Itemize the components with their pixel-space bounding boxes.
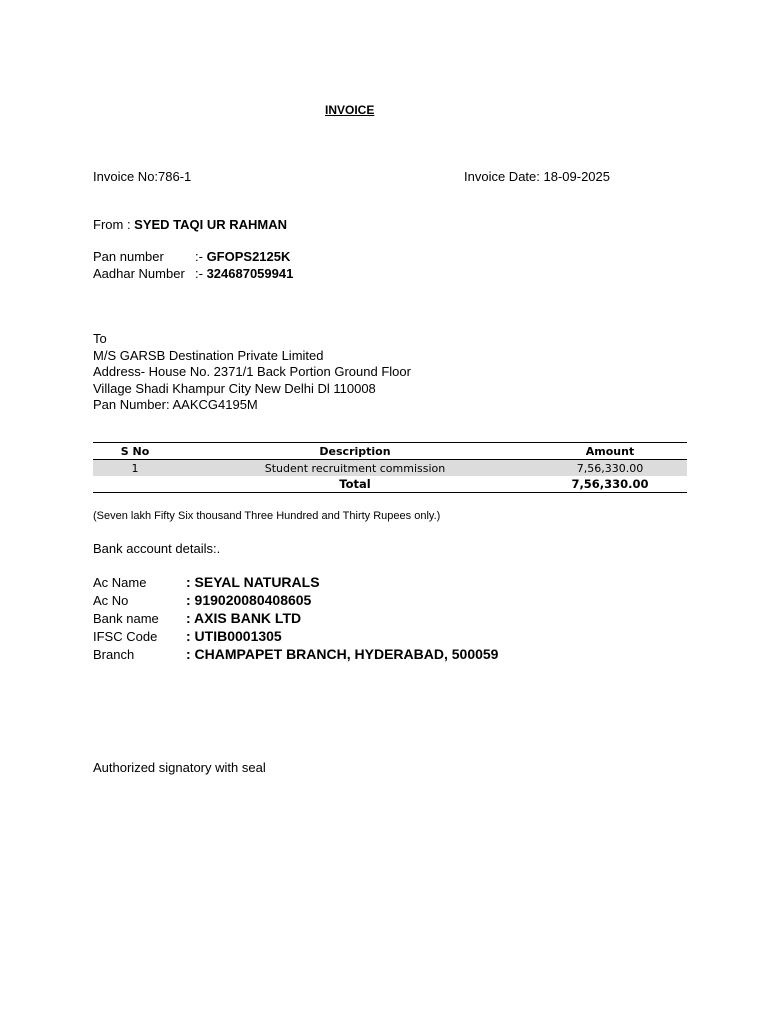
bank-value: : SEYAL NATURALS	[186, 574, 320, 590]
from-name: SYED TAQI UR RAHMAN	[134, 217, 288, 232]
row-amount: 7,56,330.00	[533, 460, 687, 477]
to-label: To	[93, 331, 107, 346]
to-address-line-2: Village Shadi Khampur City New Delhi Dl 110008	[93, 381, 376, 396]
pan-line	[93, 249, 290, 264]
bank-label: Ac No	[93, 593, 129, 608]
bank-label: Branch	[93, 647, 135, 662]
aadhar-value: 324687059941	[206, 266, 294, 281]
pan-separator: :-	[195, 249, 207, 264]
bank-row-ac-name	[93, 574, 320, 592]
from-line	[93, 217, 287, 232]
bank-value: : 919020080408605	[186, 592, 312, 608]
pan-value: GFOPS2125K	[206, 249, 291, 264]
bank-row-ac-no	[93, 592, 311, 610]
from-label: From :	[93, 217, 135, 232]
amount-in-words: (Seven lakh Fifty Six thousand Three Hundred and Thirty Rupees only.)	[93, 510, 441, 522]
bank-value: : AXIS BANK LTD	[186, 610, 302, 626]
total-empty-cell	[93, 476, 177, 493]
total-label: Total	[177, 476, 533, 493]
aadhar-separator: :-	[195, 266, 207, 281]
bank-value: : CHAMPAPET BRANCH, HYDERABAD, 500059	[186, 646, 499, 662]
bank-label: Bank name	[93, 611, 159, 626]
bank-value: : UTIB0001305	[186, 628, 282, 644]
bank-row-branch	[93, 646, 498, 664]
total-amount: 7,56,330.00	[533, 476, 687, 493]
total-row	[93, 476, 687, 493]
invoice-date: Invoice Date: 18-09-2025	[464, 169, 610, 184]
pan-label: Pan number	[93, 249, 164, 264]
bank-row-bank-name	[93, 610, 301, 628]
signatory-line: Authorized signatory with seal	[93, 760, 266, 775]
to-company: M/S GARSB Destination Private Limited	[93, 348, 324, 363]
aadhar-line	[93, 266, 293, 281]
aadhar-label: Aadhar Number	[93, 266, 185, 281]
table-row	[93, 460, 687, 477]
to-pan: Pan Number: AAKCG4195M	[93, 397, 258, 412]
invoice-items-table	[93, 442, 687, 493]
header-description: Description	[177, 443, 533, 460]
bank-label: Ac Name	[93, 575, 147, 590]
to-address-line-1: Address- House No. 2371/1 Back Portion Ground Floor	[93, 364, 411, 379]
bank-row-ifsc	[93, 628, 282, 646]
invoice-number: Invoice No:786-1	[93, 169, 192, 184]
header-amount: Amount	[533, 443, 687, 460]
bank-heading: Bank account details:.	[93, 541, 221, 556]
table-header-row	[93, 443, 687, 460]
row-description: Student recruitment commission	[177, 460, 533, 477]
invoice-title: INVOICE	[325, 103, 375, 117]
row-sno: 1	[93, 460, 177, 477]
bank-label: IFSC Code	[93, 629, 158, 644]
header-sno: S No	[93, 443, 177, 460]
